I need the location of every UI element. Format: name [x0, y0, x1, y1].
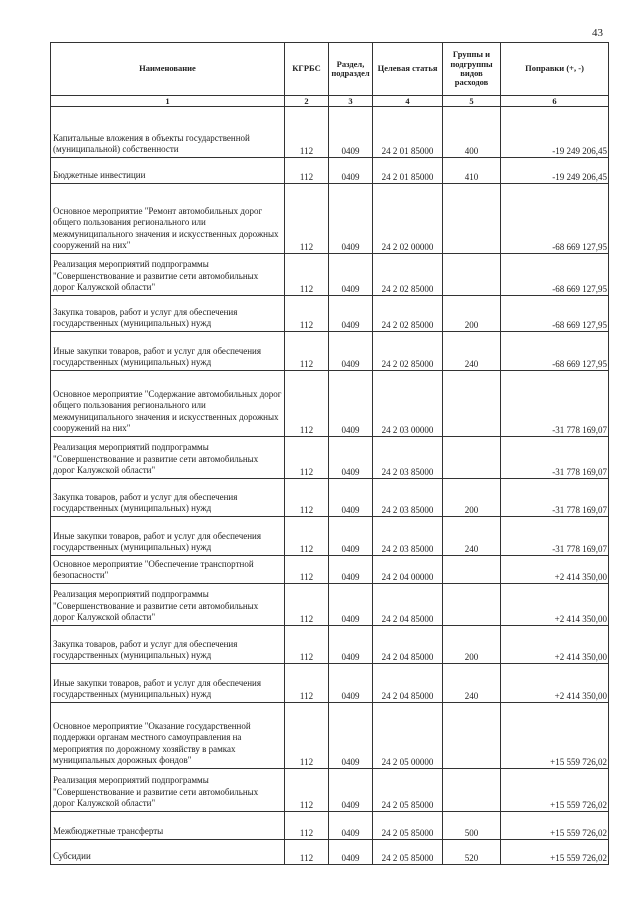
- row-amount: +2 414 350,00: [501, 626, 609, 664]
- row-section: 0409: [329, 517, 373, 556]
- row-section: 0409: [329, 184, 373, 254]
- row-kgrbs: 112: [285, 332, 329, 371]
- table-row: [51, 254, 609, 296]
- row-group: 200: [443, 626, 501, 664]
- row-kgrbs: 112: [285, 437, 329, 479]
- row-group: [443, 703, 501, 769]
- row-name: Иные закупки товаров, работ и услуг для обеспечения государственных (муниципальных) нужд: [51, 664, 285, 703]
- row-section: 0409: [329, 840, 373, 865]
- row-group: 500: [443, 812, 501, 840]
- page-number: 43: [592, 27, 603, 39]
- header-name: Наименование: [51, 43, 285, 96]
- table-row: [51, 626, 609, 664]
- row-kgrbs: 112: [285, 626, 329, 664]
- table-row: [51, 184, 609, 254]
- row-section: 0409: [329, 158, 373, 184]
- row-target: 24 2 01 85000: [373, 158, 443, 184]
- row-group: [443, 556, 501, 584]
- row-target: 24 2 04 85000: [373, 664, 443, 703]
- row-amount: +2 414 350,00: [501, 584, 609, 626]
- row-amount: +2 414 350,00: [501, 556, 609, 584]
- row-name: Закупка товаров, работ и услуг для обеспечения государственных (муниципальных) нужд: [51, 626, 285, 664]
- row-kgrbs: 112: [285, 107, 329, 158]
- table-row: [51, 517, 609, 556]
- row-kgrbs: 112: [285, 184, 329, 254]
- row-target: 24 2 04 85000: [373, 626, 443, 664]
- row-section: 0409: [329, 626, 373, 664]
- table-row: [51, 664, 609, 703]
- row-kgrbs: 112: [285, 296, 329, 332]
- header-groups: Группы и подгруппы видов расходов: [443, 43, 501, 96]
- row-kgrbs: 112: [285, 479, 329, 517]
- row-kgrbs: 112: [285, 158, 329, 184]
- row-group: [443, 769, 501, 812]
- row-group: [443, 437, 501, 479]
- row-amount: +15 559 726,02: [501, 703, 609, 769]
- row-name: Основное мероприятие "Обеспечение транспортной безопасности": [51, 556, 285, 584]
- row-section: 0409: [329, 584, 373, 626]
- header-target: Целевая статья: [373, 43, 443, 96]
- header-kgrbs: КГРБС: [285, 43, 329, 96]
- table-row: [51, 479, 609, 517]
- row-group: 240: [443, 664, 501, 703]
- row-target: 24 2 01 85000: [373, 107, 443, 158]
- row-section: 0409: [329, 296, 373, 332]
- row-group: 240: [443, 332, 501, 371]
- row-amount: -68 669 127,95: [501, 332, 609, 371]
- row-name: Межбюджетные трансферты: [51, 812, 285, 840]
- row-target: 24 2 03 85000: [373, 479, 443, 517]
- row-group: [443, 584, 501, 626]
- row-group: [443, 371, 501, 437]
- row-target: 24 2 04 00000: [373, 556, 443, 584]
- column-number: 2: [285, 96, 329, 107]
- row-section: 0409: [329, 371, 373, 437]
- row-section: 0409: [329, 479, 373, 517]
- table-row: [51, 840, 609, 865]
- row-section: 0409: [329, 107, 373, 158]
- row-section: 0409: [329, 664, 373, 703]
- row-group: 200: [443, 296, 501, 332]
- column-number-row: [51, 96, 609, 107]
- row-name: Реализация мероприятий подпрограммы "Совершенствование и развитие сети автомобильных дорог Калужской области": [51, 769, 285, 812]
- row-section: 0409: [329, 254, 373, 296]
- column-number: 6: [501, 96, 609, 107]
- row-amount: -31 778 169,07: [501, 479, 609, 517]
- row-section: 0409: [329, 437, 373, 479]
- table-row: [51, 584, 609, 626]
- header-section: Раздел, подраздел: [329, 43, 373, 96]
- row-name: Иные закупки товаров, работ и услуг для обеспечения государственных (муниципальных) нужд: [51, 332, 285, 371]
- column-number: 3: [329, 96, 373, 107]
- table-row: [51, 296, 609, 332]
- budget-amendments-table: [50, 42, 609, 865]
- row-kgrbs: 112: [285, 664, 329, 703]
- row-amount: -19 249 206,45: [501, 158, 609, 184]
- table-row: [51, 769, 609, 812]
- row-name: Закупка товаров, работ и услуг для обеспечения государственных (муниципальных) нужд: [51, 479, 285, 517]
- column-number: 5: [443, 96, 501, 107]
- row-target: 24 2 05 85000: [373, 840, 443, 865]
- table-row: [51, 556, 609, 584]
- table-row: [51, 107, 609, 158]
- row-amount: -31 778 169,07: [501, 371, 609, 437]
- row-target: 24 2 03 85000: [373, 517, 443, 556]
- row-kgrbs: 112: [285, 769, 329, 812]
- row-name: Субсидии: [51, 840, 285, 865]
- row-name: Реализация мероприятий подпрограммы "Совершенствование и развитие сети автомобильных дорог Калужской области": [51, 437, 285, 479]
- row-target: 24 2 02 85000: [373, 254, 443, 296]
- row-section: 0409: [329, 769, 373, 812]
- row-name: Иные закупки товаров, работ и услуг для обеспечения государственных (муниципальных) нужд: [51, 517, 285, 556]
- row-section: 0409: [329, 703, 373, 769]
- row-target: 24 2 02 85000: [373, 332, 443, 371]
- row-group: 200: [443, 479, 501, 517]
- table-header-row: [51, 43, 609, 96]
- row-amount: -68 669 127,95: [501, 296, 609, 332]
- row-section: 0409: [329, 812, 373, 840]
- row-kgrbs: 112: [285, 371, 329, 437]
- row-name: Основное мероприятие "Ремонт автомобильных дорог общего пользования регионального или межмуниципального значения и искусственных дорожных сооружений на них": [51, 184, 285, 254]
- row-amount: +2 414 350,00: [501, 664, 609, 703]
- table-row: [51, 437, 609, 479]
- row-kgrbs: 112: [285, 254, 329, 296]
- row-group: 400: [443, 107, 501, 158]
- row-group: 520: [443, 840, 501, 865]
- row-kgrbs: 112: [285, 703, 329, 769]
- row-kgrbs: 112: [285, 556, 329, 584]
- row-target: 24 2 02 00000: [373, 184, 443, 254]
- row-amount: -68 669 127,95: [501, 254, 609, 296]
- row-group: 240: [443, 517, 501, 556]
- row-name: Основное мероприятие "Оказание государственной поддержки органам местного самоуправления на мероприятия по дорожному хозяйству в рамках муниципальных дорожных фондов": [51, 703, 285, 769]
- row-amount: -19 249 206,45: [501, 107, 609, 158]
- row-kgrbs: 112: [285, 584, 329, 626]
- row-group: 410: [443, 158, 501, 184]
- row-amount: -31 778 169,07: [501, 517, 609, 556]
- row-name: Реализация мероприятий подпрограммы "Совершенствование и развитие сети автомобильных дорог Калужской области": [51, 584, 285, 626]
- row-group: [443, 184, 501, 254]
- row-kgrbs: 112: [285, 812, 329, 840]
- row-group: [443, 254, 501, 296]
- row-section: 0409: [329, 556, 373, 584]
- row-name: Бюджетные инвестиции: [51, 158, 285, 184]
- row-amount: -31 778 169,07: [501, 437, 609, 479]
- row-name: Закупка товаров, работ и услуг для обеспечения государственных (муниципальных) нужд: [51, 296, 285, 332]
- row-target: 24 2 05 85000: [373, 769, 443, 812]
- column-number: 4: [373, 96, 443, 107]
- table-row: [51, 371, 609, 437]
- row-name: Капитальные вложения в объекты государственной (муниципальной) собственности: [51, 107, 285, 158]
- row-target: 24 2 05 85000: [373, 812, 443, 840]
- row-target: 24 2 03 85000: [373, 437, 443, 479]
- row-amount: +15 559 726,02: [501, 812, 609, 840]
- row-target: 24 2 02 85000: [373, 296, 443, 332]
- column-number: 1: [51, 96, 285, 107]
- table-row: [51, 703, 609, 769]
- row-amount: -68 669 127,95: [501, 184, 609, 254]
- table-row: [51, 332, 609, 371]
- row-kgrbs: 112: [285, 840, 329, 865]
- row-kgrbs: 112: [285, 517, 329, 556]
- row-section: 0409: [329, 332, 373, 371]
- row-amount: +15 559 726,02: [501, 840, 609, 865]
- row-amount: +15 559 726,02: [501, 769, 609, 812]
- header-amendments: Поправки (+, -): [501, 43, 609, 96]
- table-row: [51, 158, 609, 184]
- table-row: [51, 812, 609, 840]
- row-target: 24 2 03 00000: [373, 371, 443, 437]
- row-name: Реализация мероприятий подпрограммы "Совершенствование и развитие сети автомобильных дорог Калужской области": [51, 254, 285, 296]
- row-target: 24 2 04 85000: [373, 584, 443, 626]
- row-target: 24 2 05 00000: [373, 703, 443, 769]
- row-name: Основное мероприятие "Содержание автомобильных дорог общего пользования регионального или межмуниципального значения и искусственных дорожных сооружений на них": [51, 371, 285, 437]
